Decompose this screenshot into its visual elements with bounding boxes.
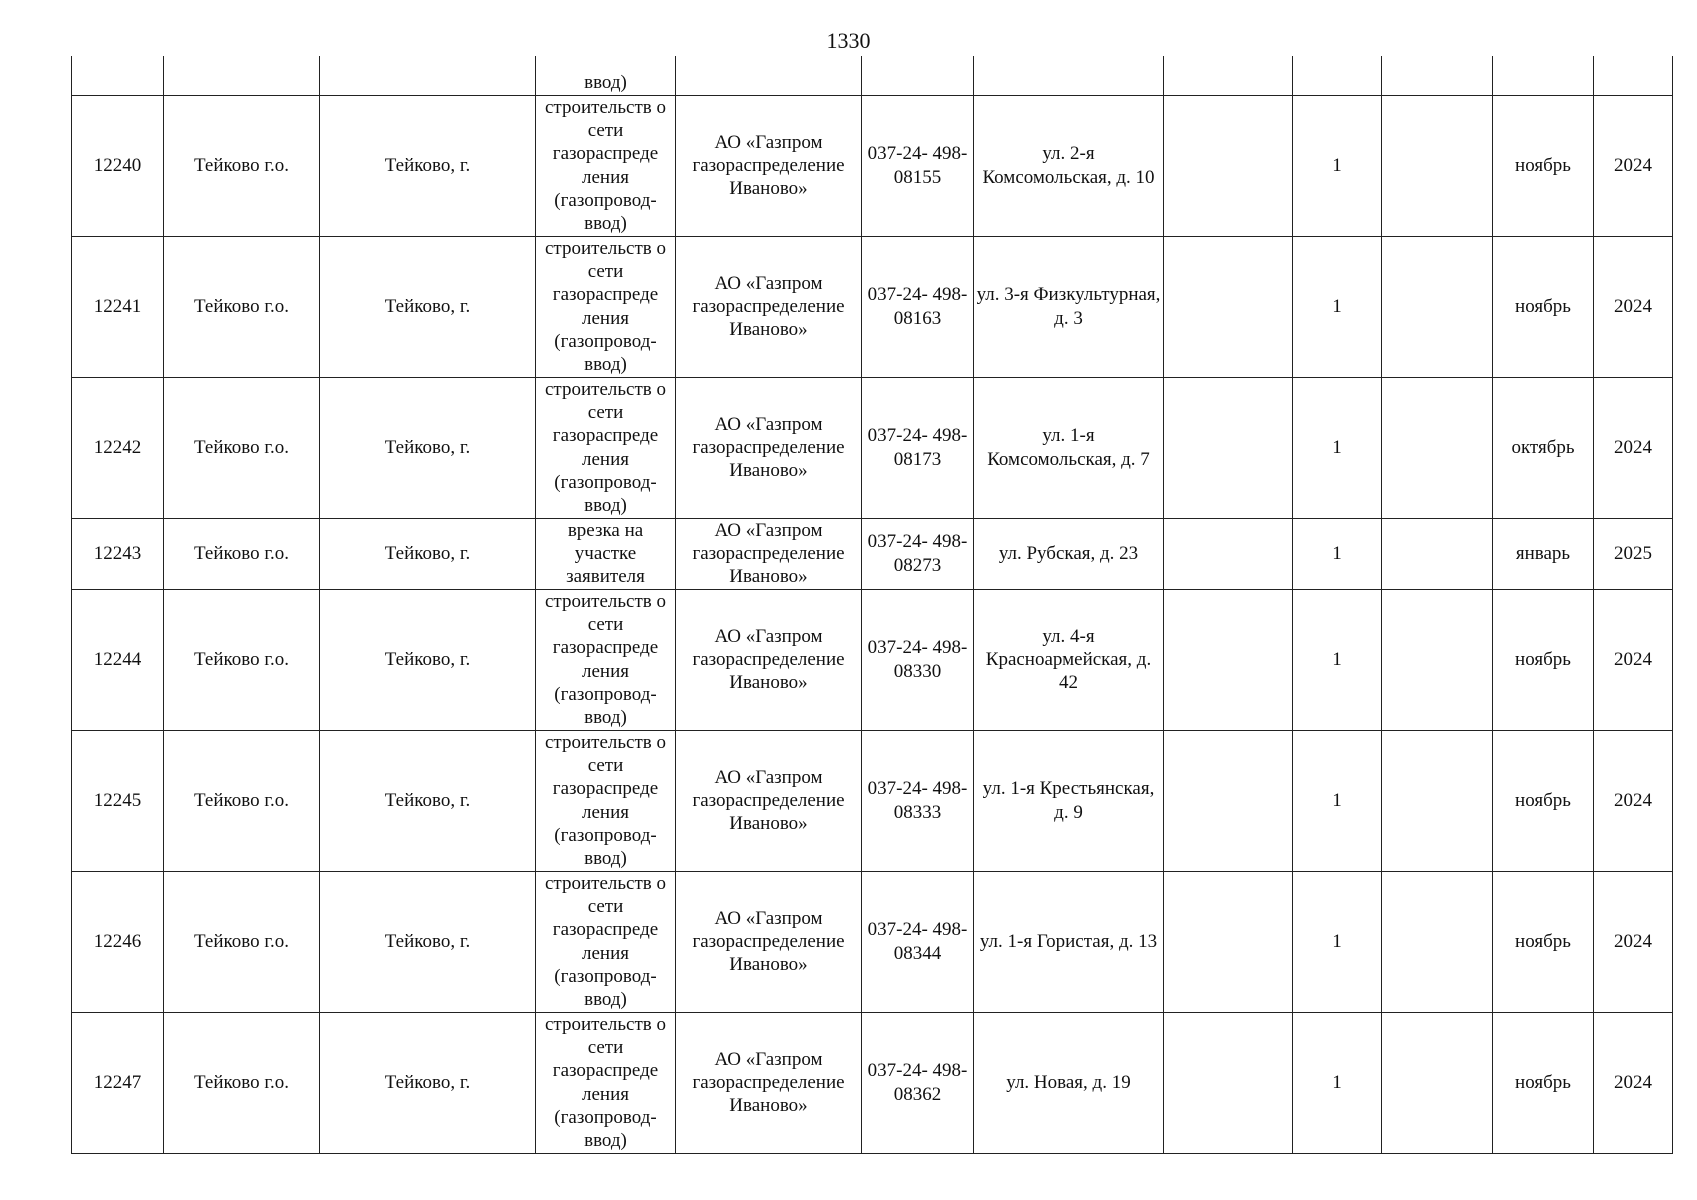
cell-district: Тейково г.о.: [164, 377, 320, 518]
cell-qty: 1: [1293, 589, 1382, 730]
cell-qty: 1: [1293, 236, 1382, 377]
table-row: [72, 518, 1673, 589]
cell-month: ноябрь: [1493, 589, 1594, 730]
cell-work: строительств о сети газораспреде ления (газопровод- ввод): [536, 871, 676, 1012]
cell-app-no: 037-24- 498-08362: [862, 1012, 974, 1153]
cell-year: 2024: [1594, 1012, 1673, 1153]
cell-address: ул. 2-я Комсомольская, д. 10: [974, 95, 1164, 236]
table-row: [72, 589, 1673, 730]
cell-qty: 1: [1293, 95, 1382, 236]
cell-month: ноябрь: [1493, 95, 1594, 236]
table-row: [72, 871, 1673, 1012]
cell-district: [164, 56, 320, 95]
cell-month: ноябрь: [1493, 871, 1594, 1012]
cell-settlement: Тейково, г.: [320, 236, 536, 377]
cell-id: 12242: [72, 377, 164, 518]
cell-id: 12241: [72, 236, 164, 377]
cell-settlement: Тейково, г.: [320, 871, 536, 1012]
cell-settlement: Тейково, г.: [320, 95, 536, 236]
cell-settlement: Тейково, г.: [320, 589, 536, 730]
cell-org: АО «Газпром газораспределение Иваново»: [676, 589, 862, 730]
cell-org: АО «Газпром газораспределение Иваново»: [676, 518, 862, 589]
cell-address: ул. 1-я Гористая, д. 13: [974, 871, 1164, 1012]
table-row: [72, 236, 1673, 377]
cell-address: ул. 1-я Крестьянская, д. 9: [974, 730, 1164, 871]
cell-settlement: Тейково, г.: [320, 518, 536, 589]
cell-app-no: 037-24- 498-08155: [862, 95, 974, 236]
cell-district: Тейково г.о.: [164, 1012, 320, 1153]
cell-qty: 1: [1293, 518, 1382, 589]
cell-id: 12246: [72, 871, 164, 1012]
cell-qty: 1: [1293, 871, 1382, 1012]
cell-year: 2024: [1594, 730, 1673, 871]
cell-address: ул. 4-я Красноармейская, д. 42: [974, 589, 1164, 730]
cell-qty: [1293, 56, 1382, 95]
cell-id: [72, 56, 164, 95]
cell-work: строительств о сети газораспреде ления (газопровод- ввод): [536, 236, 676, 377]
cell-qty: 1: [1293, 377, 1382, 518]
cell-month: январь: [1493, 518, 1594, 589]
cell-month: [1493, 56, 1594, 95]
cell-work: строительств о сети газораспреде ления (газопровод- ввод): [536, 377, 676, 518]
cell-year: 2024: [1594, 589, 1673, 730]
cell-org: АО «Газпром газораспределение Иваново»: [676, 236, 862, 377]
cell-empty: [1164, 56, 1293, 95]
cell-work: ввод): [536, 56, 676, 95]
cell-address: ул. 1-я Комсомольская, д. 7: [974, 377, 1164, 518]
cell-id: 12240: [72, 95, 164, 236]
cell-year: 2024: [1594, 377, 1673, 518]
table-row: [72, 1012, 1673, 1153]
cell-work: строительств о сети газораспреде ления (газопровод- ввод): [536, 1012, 676, 1153]
cell-empty: [1164, 518, 1293, 589]
cell-address: ул. 3-я Физкультурная, д. 3: [974, 236, 1164, 377]
cell-year: 2025: [1594, 518, 1673, 589]
cell-year: 2024: [1594, 871, 1673, 1012]
cell-app-no: 037-24- 498-08330: [862, 589, 974, 730]
cell-month: октябрь: [1493, 377, 1594, 518]
cell-empty: [1382, 236, 1493, 377]
cell-empty: [1382, 518, 1493, 589]
cell-month: ноябрь: [1493, 236, 1594, 377]
table-row-continued: [72, 56, 1673, 95]
cell-empty: [1164, 730, 1293, 871]
registry-table: [71, 56, 1673, 1154]
cell-district: Тейково г.о.: [164, 518, 320, 589]
cell-district: Тейково г.о.: [164, 871, 320, 1012]
table-row: [72, 95, 1673, 236]
cell-district: Тейково г.о.: [164, 236, 320, 377]
cell-empty: [1382, 589, 1493, 730]
cell-empty: [1382, 1012, 1493, 1153]
cell-app-no: 037-24- 498-08273: [862, 518, 974, 589]
cell-qty: 1: [1293, 730, 1382, 871]
cell-settlement: Тейково, г.: [320, 1012, 536, 1153]
cell-org: [676, 56, 862, 95]
cell-empty: [1164, 871, 1293, 1012]
cell-year: [1594, 56, 1673, 95]
cell-empty: [1164, 236, 1293, 377]
cell-org: АО «Газпром газораспределение Иваново»: [676, 377, 862, 518]
page-number: 1330: [826, 28, 871, 53]
table-row: [72, 377, 1673, 518]
cell-month: ноябрь: [1493, 730, 1594, 871]
cell-qty: 1: [1293, 1012, 1382, 1153]
cell-empty: [1382, 730, 1493, 871]
table-row: [72, 730, 1673, 871]
cell-empty: [1164, 1012, 1293, 1153]
cell-empty: [1382, 871, 1493, 1012]
cell-org: АО «Газпром газораспределение Иваново»: [676, 1012, 862, 1153]
cell-work: строительств о сети газораспреде ления (газопровод- ввод): [536, 95, 676, 236]
cell-month: ноябрь: [1493, 1012, 1594, 1153]
cell-address: [974, 56, 1164, 95]
cell-settlement: Тейково, г.: [320, 377, 536, 518]
cell-district: Тейково г.о.: [164, 589, 320, 730]
cell-empty: [1164, 377, 1293, 518]
cell-settlement: Тейково, г.: [320, 730, 536, 871]
cell-empty: [1382, 95, 1493, 236]
cell-app-no: [862, 56, 974, 95]
cell-work: строительств о сети газораспреде ления (газопровод- ввод): [536, 589, 676, 730]
cell-id: 12245: [72, 730, 164, 871]
cell-year: 2024: [1594, 236, 1673, 377]
cell-year: 2024: [1594, 95, 1673, 236]
cell-settlement: [320, 56, 536, 95]
cell-district: Тейково г.о.: [164, 95, 320, 236]
cell-address: ул. Новая, д. 19: [974, 1012, 1164, 1153]
cell-empty: [1382, 56, 1493, 95]
cell-id: 12243: [72, 518, 164, 589]
cell-district: Тейково г.о.: [164, 730, 320, 871]
cell-org: АО «Газпром газораспределение Иваново»: [676, 871, 862, 1012]
cell-work: врезка на участке заявителя: [536, 518, 676, 589]
cell-id: 12247: [72, 1012, 164, 1153]
cell-app-no: 037-24- 498-08344: [862, 871, 974, 1012]
cell-app-no: 037-24- 498-08163: [862, 236, 974, 377]
cell-org: АО «Газпром газораспределение Иваново»: [676, 730, 862, 871]
cell-app-no: 037-24- 498-08333: [862, 730, 974, 871]
cell-work: строительств о сети газораспреде ления (газопровод- ввод): [536, 730, 676, 871]
cell-org: АО «Газпром газораспределение Иваново»: [676, 95, 862, 236]
cell-app-no: 037-24- 498-08173: [862, 377, 974, 518]
cell-id: 12244: [72, 589, 164, 730]
cell-empty: [1164, 95, 1293, 236]
cell-empty: [1382, 377, 1493, 518]
cell-address: ул. Рубская, д. 23: [974, 518, 1164, 589]
cell-empty: [1164, 589, 1293, 730]
